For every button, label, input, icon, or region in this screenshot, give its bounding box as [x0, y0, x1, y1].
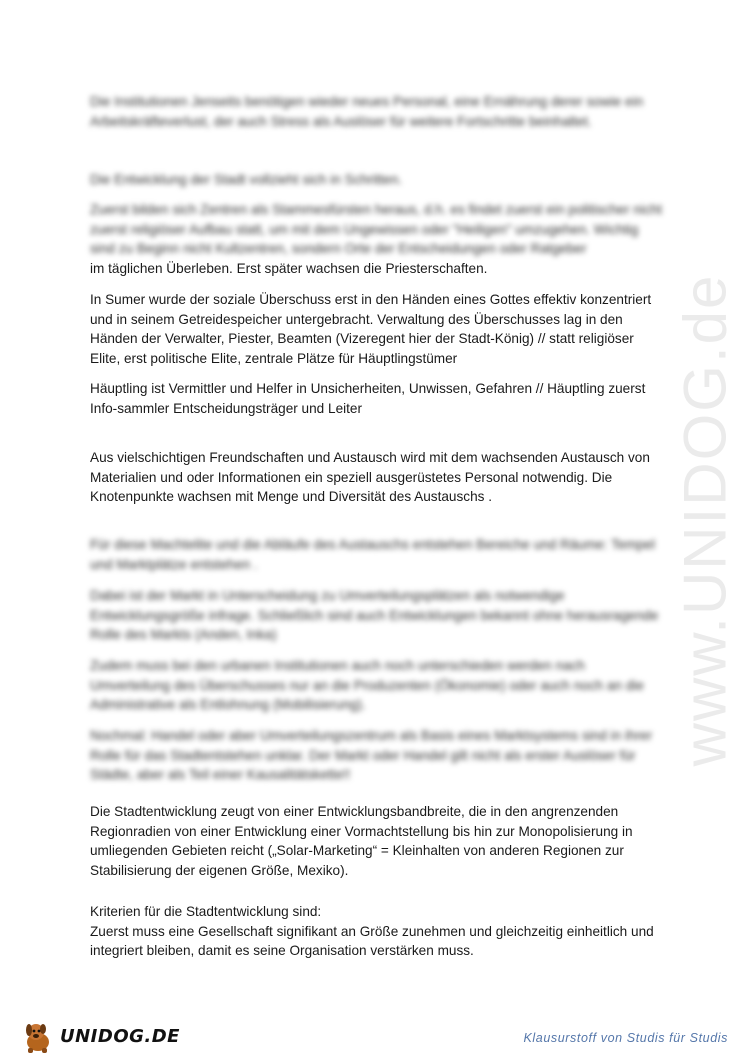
paragraph-city-development-steps: Die Entwicklung der Stadt vollzieht sich in Schritten.	[90, 172, 403, 187]
footer-tagline: Klausurstoff von Studis für Studis	[523, 1031, 728, 1045]
dog-mascot-icon	[20, 1020, 58, 1054]
paragraph-temples-markets: Für diese Machtelite und die Abläufe des Austauschs entstehen Bereiche und Räume: Tempel und Marktplätze entstehen .	[90, 537, 655, 572]
watermark	[670, 273, 740, 767]
paragraph-market-distinction: Dabei ist der Markt in Unterscheidung zu Umverteilungsplätzen als notwendige Entwicklungsgröße infrage. Schließlich sind auch Entwicklungen bekannt ohne herausragende Rolle des Markts (Anden, Inka)	[90, 588, 659, 643]
paragraph-sumer: In Sumer wurde der soziale Überschuss erst in den Händen eines Gottes effektiv konzentriert und in seinem Getreidespeicher untergebracht. Verwaltung des Überschusses lag in den Händen der Verwalter, Piester, Beamten (Vizeregent hier der Stadt-König) // statt religiöser Elite, erst politische Elite, zentrale Plätze für Häuptlingstümer	[90, 292, 652, 367]
paragraph-criteria	[90, 902, 662, 961]
paragraph-exchange: Aus vielschichtigen Freundschaften und Austausch wird mit dem wachsenden Austausch von Materialien und oder Informationen ein speziell ausgerüstetes Personal notwendig. Die Knotenpunkte wachsen mit Menge und Diversität des Austauschs .	[90, 450, 650, 505]
paragraph-chieftain: Häuptling ist Vermittler und Helfer in Unsicherheiten, Unwissen, Gefahren // Häuptling zuerst Info-sammler Entscheidungsträger und Leiter	[90, 381, 646, 416]
paragraph-centers-blurred: Zuerst bilden sich Zentren als Stammesfürsten heraus, d.h. es findet zuerst ein politischer nicht zuerst religiöser Aufbau statt, um mit dem Ungewissen oder "Heiligen" umzugehen. Wichtig sind zu Beginn nicht Kultzentren, sondern Orte der Entscheidungen oder Ratgeber	[90, 202, 662, 257]
paragraph-centers-visible: im täglichen Überleben. Erst später wachsen die Priesterschaften.	[90, 261, 488, 277]
paragraph-city-development-range: Die Stadtentwicklung zeugt von einer Entwicklungsbandbreite, die in den angrenzenden Regionradien von einer Entwicklung einer Vormachtstellung bis hin zur Monopolisierung in umliegenden Gebieten reicht („Solar-Marketing“ = Kleinhalten von anderen Regionen zur Stabilisierung der eigenen Größe, Mexiko).	[90, 804, 633, 879]
paragraph-trade-redistribution: Nochmal: Handel oder aber Umverteilungszentrum als Basis eines Marktsystems sind in ihrer Rolle für das Stadtentstehen unklar. Der Markt oder Handel gilt nicht als erster Auslöser für Städte, aber als Teil einer Kausalitätskette!!	[90, 728, 653, 783]
paragraph-urban-institutions: Zudem muss bei den urbanen Institutionen auch noch unterschieden werden nach Umverteilung des Überschusses nur an die Produzenten (Ökonomie) oder auch noch an die Administrative als Entlohnung (Mobilisierung).	[90, 658, 644, 713]
criteria-text: Zuerst muss eine Gesellschaft signifikant an Größe zunehmen und gleichzeitig einheitlich und integriert bleiben, damit es seine Organisation verstärken muss.	[90, 923, 654, 959]
paragraph-centers	[90, 200, 662, 279]
watermark-text: www.UNIDOG.de	[671, 273, 739, 767]
unidog-logo	[20, 1020, 190, 1054]
logo-text: UNIDOG.DE	[60, 1026, 180, 1047]
criteria-heading: Kriterien für die Stadtentwicklung sind:	[90, 904, 322, 919]
paragraph-institutions: Die Institutionen Jenseits benötigen wieder neues Personal, eine Ernährung derer sowie ein Arbeitskräfteverlust, der auch Stress als Auslöser für weitere Fortschritte beinhaltet.	[90, 94, 644, 129]
